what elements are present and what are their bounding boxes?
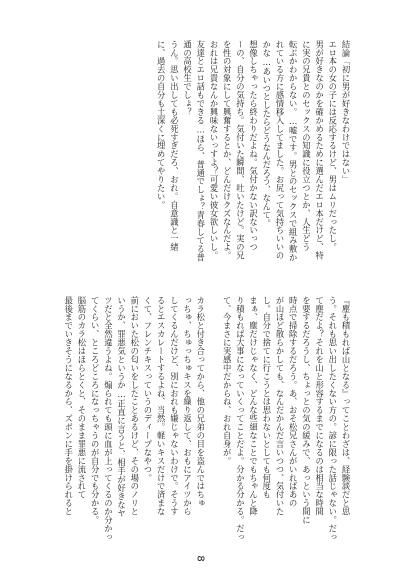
upper-text-line: ーの、自分の気持ち。気付いた瞬間、吐いたけど。実の兄 bbox=[235, 40, 246, 260]
lower-text-line: っちゅ、ちゅっちゅキスを繰り返して、おもにアイツから bbox=[182, 296, 193, 516]
upper-text-line: 結論「初に男が好きなわけではない」 bbox=[341, 40, 351, 184]
lower-text-line: まぁ、塵だけじゃなく、どんな些細なことでもちゃんと降 bbox=[248, 296, 259, 516]
lower-text-line: してくるんだけど、別におれも嫌じゃないわけで。そうす bbox=[169, 296, 180, 516]
lower-text-line: 最後までいきそうになるから、ズボンに手を掛けられると bbox=[63, 296, 74, 516]
lower-text-line: 『塵も積もれば山となる』ってことわざは、経験談だと思 bbox=[341, 296, 351, 516]
upper-text-block bbox=[52, 40, 352, 288]
lower-text-line: て塵だよ？それを山と形容するまでになるのは相当な時間 bbox=[314, 296, 325, 516]
upper-text-line: おれは兄貴なんか興味ないっすよ？可愛い彼女欲しいし。 bbox=[208, 40, 219, 260]
lower-text-block bbox=[52, 296, 352, 542]
lower-text-line: てくらい、ところどころになっちゃうのが自分でも分かる。 bbox=[90, 296, 101, 525]
page-number: 8 bbox=[194, 555, 206, 562]
upper-text-line: に実の兄貴とのセックスの知識に役立つとか、人生どう bbox=[301, 40, 312, 252]
lower-text-line: を要するだろうし、ちょっとの気の緩みで、あっという間に bbox=[301, 296, 312, 525]
lower-text-line: て、今まさに実感中だからね、おれ自身が。 bbox=[222, 296, 233, 465]
upper-text-line: かな…あいつとしたらどうなんだろう、なんて。 bbox=[261, 40, 272, 228]
lower-text-line: 脳筋のカラ松はほらとくと、そのまま罪悪に流されて bbox=[76, 296, 87, 499]
upper-text-line: 友達とエロ話もできる…ほら、普通でしょ？青春してる普 bbox=[195, 40, 206, 262]
lower-text-line: り積もれば大事になっていくってことだよ。分かる分かる。だっ bbox=[235, 296, 246, 542]
lower-text-line: カラ松と付き合ってから、他の兄弟の目を盗んではちゅ bbox=[195, 296, 206, 508]
upper-text-line: うん。思い出しても必死すぎだろ、おれ。自意識と一緒 bbox=[169, 40, 180, 252]
lower-text-line: いうか、罪悪気というか…正直に言うと、相手が好きなヤ bbox=[116, 296, 127, 518]
lower-text-line: が山ほど散らかしても、なんだかんだ言いつつ、気付いた bbox=[274, 296, 285, 516]
lower-text-line: 時点で掃除するだろう。あ、おそ松兄さんがいればあの bbox=[288, 296, 299, 508]
upper-text-line: 男が好きなのかを確かめるために選んだエロ本だけど、特 bbox=[314, 40, 325, 260]
upper-text-line: を性の対象にして興奮するとか、どんだけクズなんだよ。 bbox=[222, 40, 233, 260]
lower-text-line bbox=[207, 296, 220, 542]
lower-text-line: くて、フレンチキスっていうのディープなやつ。 bbox=[142, 296, 153, 482]
upper-text-line: エロ本の女の子には反応するけど、男はムリだったし。 bbox=[327, 40, 338, 252]
lower-text-line: ツだと全然違うよね。煽られても頭に血が上ってくるのか分かっ bbox=[103, 296, 114, 542]
lower-text-line: るとエスカレートするよね、当然。軽いキスだけで済まな bbox=[156, 296, 167, 516]
lower-text-line: 前においた松の匂いをしたことあるけど、その場のノリと bbox=[129, 296, 140, 516]
upper-text-line: に、過去の自分も土深くに埋めてやりたい。 bbox=[156, 40, 167, 209]
lower-text-line: う。それも思い出したくない方の。諺に限った話じゃない。だっ bbox=[327, 296, 338, 542]
upper-text-line: 通の高校生でしょ？ bbox=[182, 40, 193, 117]
upper-text-line: れている方に感情移入してました。お尻って気持ちいいの bbox=[274, 40, 285, 260]
upper-text-line: 想像しちゃったら終わりだよね。気付かない訳ないっつ bbox=[248, 40, 259, 252]
upper-text-line: 転ぶかわからない。…嘘です。男とのセックスで組み敷か bbox=[288, 40, 299, 262]
lower-text-line: し。自分で捨てに行こうとは思わないとしても何度も bbox=[261, 296, 272, 499]
